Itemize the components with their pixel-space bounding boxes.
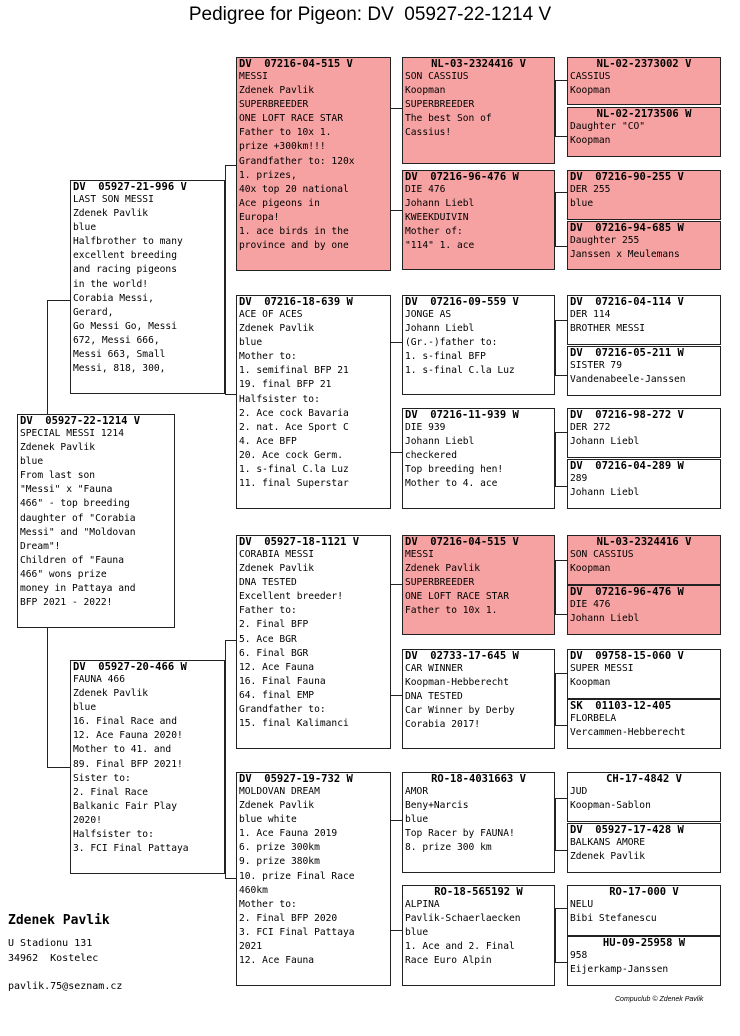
pigeon-info: DIE 476 Johann Liebl KWEEKDUIVIN Mother of: "114" 1. ace — [405, 184, 475, 252]
ring-number: DV 07216-04-289 W — [570, 460, 684, 472]
ring-number: SK 01103-12-405 — [570, 700, 672, 712]
pigeon-info: ALPINA Pavlik-Schaerlaecken blue 1. Ace and 2. Final Race Euro Alpin — [405, 899, 521, 967]
pigeon-card — [236, 772, 391, 986]
pigeon-info: DER 114 BROTHER MESSI — [570, 309, 646, 335]
ring-number: DV 07216-90-255 V — [570, 171, 684, 183]
software-credit: Compuclub © Zdenek Pavlik — [615, 996, 704, 1003]
ring-number: DV 07216-04-515 V — [239, 58, 353, 70]
pigeon-card-sire — [70, 180, 225, 394]
pigeon-info: 958 Eijerkamp-Janssen — [570, 950, 669, 976]
pigeon-card-dam — [70, 660, 225, 874]
connector — [555, 320, 567, 321]
ring-number: RO-18-4031663 V — [431, 773, 526, 785]
connector — [390, 452, 402, 453]
ring-number: DV 02733-17-645 W — [405, 650, 519, 662]
connector — [555, 432, 556, 486]
connector — [555, 246, 567, 247]
pigeon-card — [236, 57, 391, 271]
pigeon-card — [567, 57, 721, 105]
connector — [390, 695, 402, 696]
owner-city: 34962 Kostelec — [8, 953, 99, 964]
pigeon-info: SON CASSIUS Koopman — [570, 549, 634, 575]
owner-email[interactable]: pavlik.75@seznam.cz — [8, 981, 123, 992]
pigeon-info: JONGE AS Johann Liebl (Gr.-)father to: 1. s-final BFP 1. s-final C.la Luz — [405, 309, 515, 377]
connector — [555, 798, 556, 850]
connector — [555, 673, 567, 674]
connector — [555, 192, 567, 193]
pigeon-card — [236, 535, 391, 749]
owner-street: U Stadionu 131 — [8, 938, 93, 949]
connector — [555, 725, 567, 726]
connector — [390, 930, 402, 931]
pigeon-info: DER 255 blue — [570, 184, 611, 210]
connector — [390, 584, 402, 585]
ring-number: DV 05927-19-732 W — [239, 773, 353, 785]
pigeon-card — [567, 699, 721, 749]
ring-number: DV 09758-15-060 V — [570, 650, 684, 662]
pigeon-info: SUPER MESSI Koopman — [570, 663, 634, 689]
connector — [390, 108, 402, 109]
pigeon-card — [567, 585, 721, 635]
ring-number: NL-02-2373002 V — [596, 58, 692, 70]
connector — [555, 560, 567, 561]
pigeon-card — [236, 295, 391, 509]
pigeon-info: FAUNA 466 Zdenek Pavlik blue 16. Final Race and 12. Ace Fauna 2020! Mother to 41. and 89. Final BFP 2021! Sister to: 2. Final Race Balkanic Fair Play 2020! Halfsister to: 3. FCI Final Pattaya — [73, 674, 189, 855]
pigeon-card — [17, 414, 175, 628]
ring-number: DV 07216-98-272 V — [570, 409, 684, 421]
connector — [555, 962, 567, 963]
owner-name: Zdenek Pavlik — [8, 913, 110, 928]
connector — [555, 375, 567, 376]
connector — [555, 673, 556, 725]
pigeon-info: MESSI Zdenek Pavlik SUPERBREEDER ONE LOFT RACE STAR Father to 10x 1. — [405, 549, 509, 617]
pigeon-card — [567, 535, 721, 585]
pigeon-card — [567, 649, 721, 699]
pigeon-card — [567, 170, 721, 220]
pigeon-info: NELU Bibi Stefanescu — [570, 899, 657, 925]
ring-number: DV 07216-04-114 V — [570, 296, 684, 308]
ring-number: DV 07216-05-211 W — [570, 347, 684, 359]
pigeon-info: BALKANS AMORE Zdenek Pavlik — [570, 837, 646, 863]
ring-number: RO-17-000 V — [609, 886, 679, 898]
connector — [555, 560, 556, 614]
ring-number: DV 07216-09-559 V — [405, 296, 519, 308]
connector — [555, 908, 556, 962]
connector — [47, 300, 48, 414]
connector — [555, 614, 567, 615]
ring-number: DV 07216-96-476 W — [570, 586, 684, 598]
pigeon-info: CASSIUS Koopman — [570, 71, 611, 97]
pigeon-card — [402, 408, 555, 509]
ring-number: DV 07216-11-939 W — [405, 409, 519, 421]
pigeon-card — [402, 885, 555, 986]
connector — [225, 165, 236, 166]
connector — [390, 210, 402, 211]
ring-number: NL-02-2173506 W — [596, 108, 692, 120]
pigeon-card — [567, 885, 721, 936]
ring-number: CH-17-4842 V — [606, 773, 682, 785]
ring-number: DV 07216-04-515 V — [405, 536, 519, 548]
pigeon-card — [402, 772, 555, 873]
pigeon-info: DIE 476 Johann Liebl — [570, 599, 640, 625]
ring-number: DV 05927-18-1121 V — [239, 536, 360, 548]
pigeon-info: SPECIAL MESSI 1214 Zdenek Pavlik blue From last son "Messi" x "Fauna 466" - top breeding daughter of "Corabia Messi" and "Moldovan Dream"! Children of "Fauna 466" wons prize money in Pattaya and BFP 2021 - 2022! — [20, 428, 136, 609]
connector — [390, 820, 402, 821]
pigeon-card — [402, 57, 555, 164]
pigeon-card — [402, 170, 555, 270]
pigeon-info: MESSI Zdenek Pavlik SUPERBREEDER ONE LOFT RACE STAR Father to 10x 1. prize +300km!!! Grandfather to: 120x 1. prizes, 40x top 20 national Ace pigeons in Europa! 1. ace birds in the province and by one — [239, 71, 355, 252]
pigeon-info: FLORBELA Vercammen-Hebberecht — [570, 713, 686, 739]
connector — [225, 394, 236, 395]
connector — [555, 192, 556, 246]
connector — [47, 627, 48, 767]
pigeon-info: Daughter "CO" Koopman — [570, 121, 646, 147]
ring-number: DV 07216-18-639 W — [239, 296, 353, 308]
ring-number: NL-03-2324416 V — [596, 536, 692, 548]
connector — [555, 850, 567, 851]
connector — [390, 342, 402, 343]
connector — [225, 640, 226, 878]
pigeon-info: AMOR Beny+Narcis blue Top Racer by FAUNA! 8. prize 300 km — [405, 786, 515, 854]
connector — [225, 640, 236, 641]
ring-number: DV 07216-96-476 W — [405, 171, 519, 183]
ring-number: NL-03-2324416 V — [431, 58, 526, 70]
pigeon-info: LAST SON MESSI Zdenek Pavlik blue Halfbrother to many excellent breeding and racing pigeons in the world! Corabia Messi, Gerard, Go Messi Go, Messi 672, Messi 666, Messi 663, Small Messi, 818, 300, — [73, 194, 183, 375]
ring-number: HU-09-25958 W — [602, 937, 686, 949]
pigeon-info: SON CASSIUS Koopman SUPERBREEDER The best Son of Cassius! — [405, 71, 492, 139]
pigeon-card — [402, 535, 555, 635]
ring-number: RO-18-565192 W — [434, 886, 523, 898]
connector — [555, 136, 567, 137]
ring-number: DV 05927-20-466 W — [73, 661, 187, 673]
pigeon-info: CAR WINNER Koopman-Hebberecht DNA TESTED Car Winner by Derby Corabia 2017! — [405, 663, 515, 731]
ring-number: DV 05927-21-996 V — [73, 181, 187, 193]
connector — [555, 486, 567, 487]
connector — [555, 798, 567, 799]
connector — [225, 165, 226, 394]
pigeon-card — [567, 936, 721, 986]
pigeon-card — [567, 408, 721, 458]
pigeon-info: Daughter 255 Janssen x Meulemans — [570, 235, 680, 261]
pigeon-card — [567, 107, 721, 157]
pigeon-card — [567, 346, 721, 396]
pigeon-info: JUD Koopman-Sablon — [570, 786, 651, 812]
pigeon-info: SISTER 79 Vandenabeele-Janssen — [570, 360, 686, 386]
connector — [555, 432, 567, 433]
pigeon-card — [567, 823, 721, 873]
ring-number: DV 05927-22-1214 V — [20, 415, 141, 427]
connector — [225, 878, 236, 879]
ring-number: DV 05927-17-428 W — [570, 824, 684, 836]
connector — [555, 908, 567, 909]
pigeon-card — [567, 772, 721, 822]
pigeon-info: ACE OF ACES Zdenek Pavlik blue Mother to: 1. semifinal BFP 21 19. final BFP 21 Halfsister to: 2. Ace cock Bavaria 2. nat. Ace Sport C 4. Ace BFP 20. Ace cock Germ. 1. s-final C.la Luz 11. final Superstar — [239, 309, 349, 490]
page-title: Pedigree for Pigeon: DV 05927-22-1214 V — [188, 4, 552, 25]
pigeon-info: 289 Johann Liebl — [570, 473, 640, 499]
pigeon-info: MOLDOVAN DREAM Zdenek Pavlik blue white 1. Ace Fauna 2019 6. prize 300km 9. prize 380km 10. prize Final Race 460km Mother to: 2. Final BFP 2020 3. FCI Final Pattaya 2021 12. Ace Fauna — [239, 786, 355, 967]
connector — [555, 80, 556, 136]
connector — [47, 767, 70, 768]
pigeon-card — [402, 295, 555, 395]
pigeon-card — [402, 649, 555, 749]
ring-number: DV 07216-94-685 W — [570, 222, 684, 234]
pigeon-info: DER 272 Johann Liebl — [570, 422, 640, 448]
pigeon-info: CORABIA MESSI Zdenek Pavlik DNA TESTED Excellent breeder! Father to: 2. Final BFP 5. Ace BGR 6. Final BGR 12. Ace Fauna 16. Final Fauna 64. final EMP Grandfather to: 15. final Kalimanci — [239, 549, 349, 730]
connector — [555, 320, 556, 375]
pigeon-info: DIE 939 Johann Liebl checkered Top breeding hen! Mother to 4. ace — [405, 422, 504, 490]
pigeon-card — [567, 295, 721, 345]
pigeon-card — [567, 221, 721, 270]
pigeon-card — [567, 459, 721, 509]
connector — [47, 300, 70, 301]
connector — [555, 80, 567, 81]
